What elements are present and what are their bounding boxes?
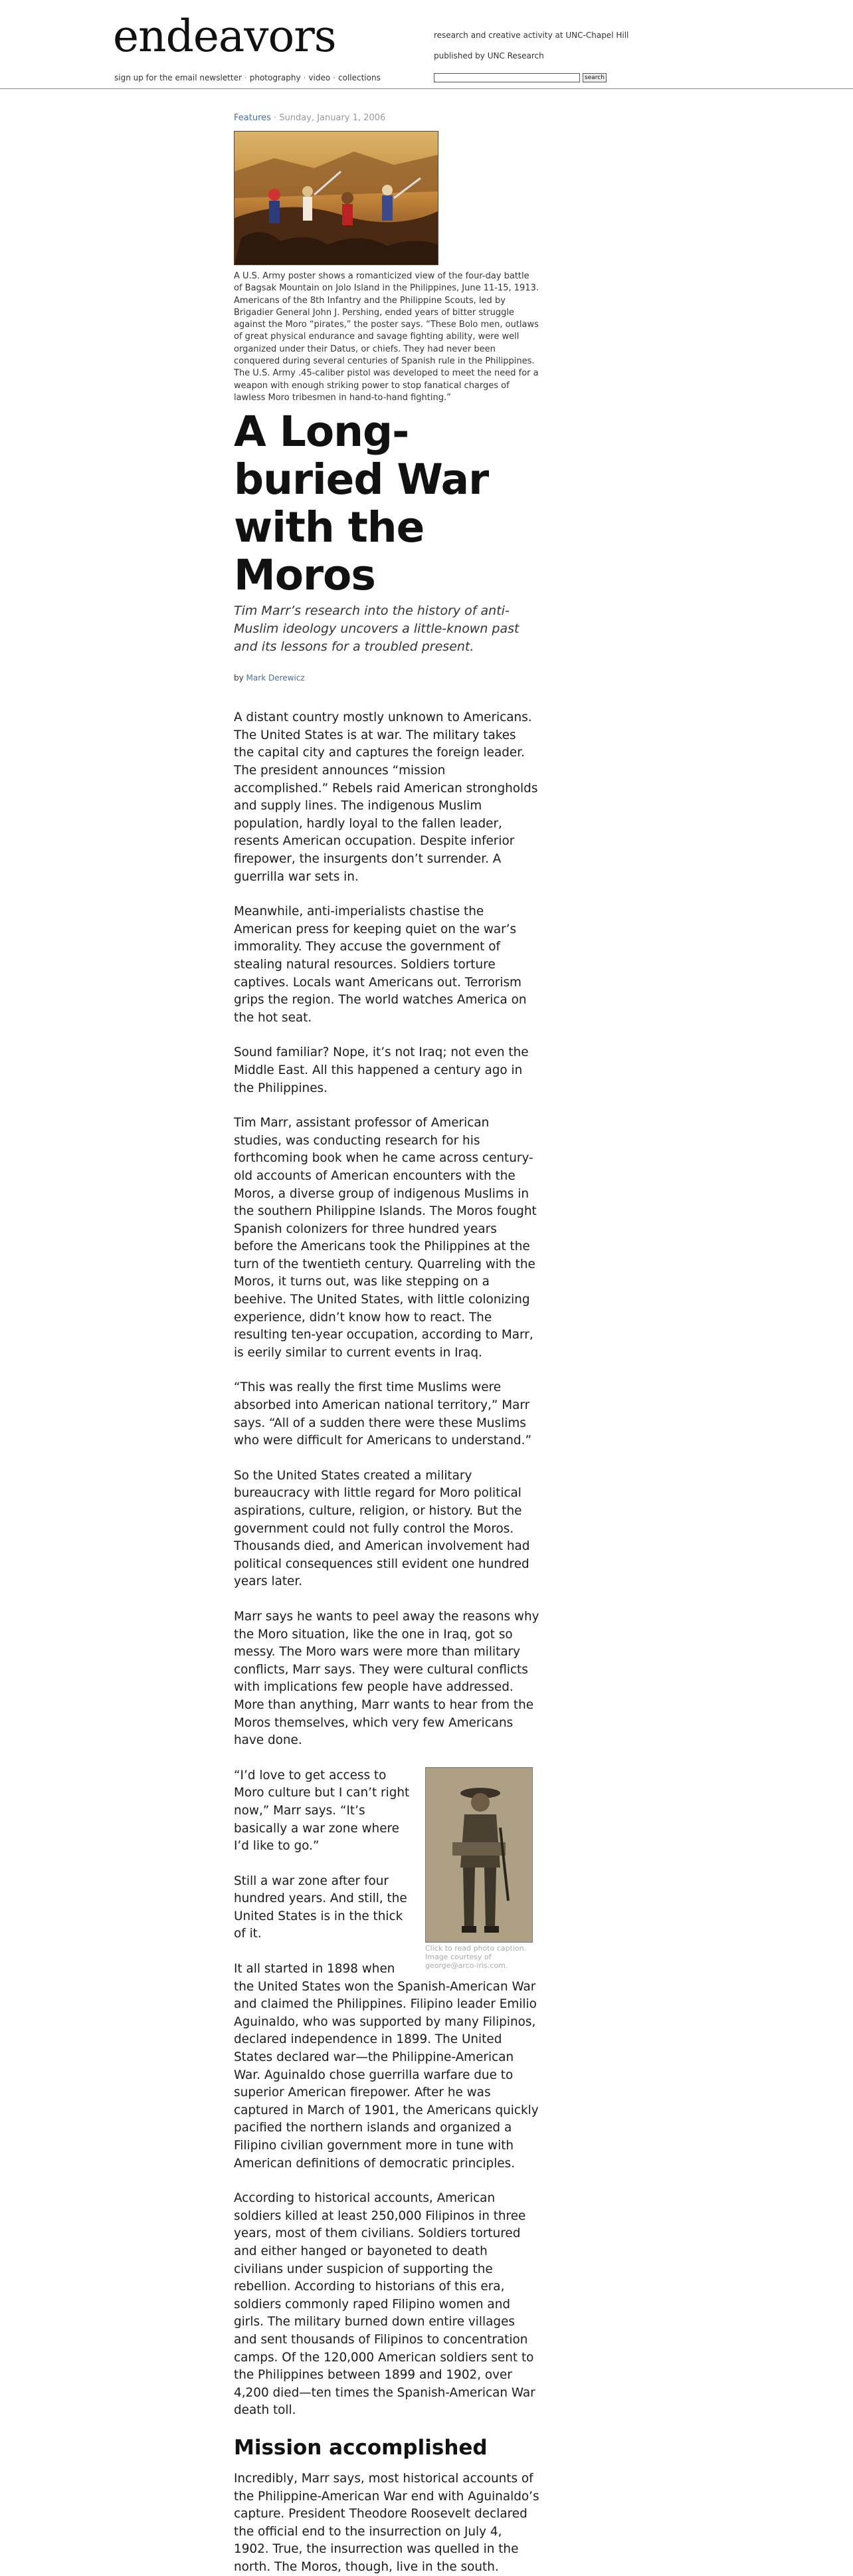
body-paragraph: A distant country mostly unknown to Americans. The United States is at war. The military takes the capital city and captures the foreign leader. The president announces “mission accomplished.” Rebels raid American strongholds and supply lines. The indigenous Muslim population, hardly loyal to the fallen leader, resents American occupation. Despite inferior firepower, the insurgents don’t surrender. A guerrilla war sets in. (234, 710, 538, 884)
article-body (234, 709, 539, 2576)
body-paragraph: Meanwhile, anti-imperialists chastise the American press for keeping quiet on the war’s immorality. They accuse the government of stealing natural resources. Soldiers torture captives. Locals want Americans out. Terrorism grips the region. The world watches America on the hot seat. (234, 905, 527, 1025)
body-paragraph: Marr says he wants to peel away the reasons why the Moro situation, like the one in Iraq, got so messy. The Moro wars were more than military conflicts, Marr says. They were cultural conflicts with implications few people have addressed. More than anything, Marr wants to hear from the Moros themselves, which very few Americans have done. (234, 1609, 539, 1748)
soldier-photo-caption[interactable]: Click to read photo caption. Image courtesy of george@arco-iris.com. (425, 1943, 527, 1970)
nav-collections-link[interactable]: collections (338, 73, 381, 82)
body-paragraph: “I’d love to get access to Moro culture but I can’t right now,” Marr says. “It’s basically a war zone where I’d like to go.” (234, 1768, 410, 1854)
body-paragraph: “This was really the first time Muslims were absorbed into American national territory,” Marr says. “All of a sudden there were these Muslims who were difficult for Americans to understand.” (234, 1380, 531, 1448)
body-paragraph: Sound familiar? Nope, it’s not Iraq; not even the Middle East. All this happened a century ago in the Philippines. (234, 1045, 529, 1095)
site-header (0, 0, 853, 89)
search-button[interactable]: search (583, 73, 607, 82)
photo-caption: A U.S. Army poster shows a romanticized view of the four-day battle of Bagsak Mountain on Jolo Island in the Philippines, June 11-15, 1913. Americans of the 8th Infantry and the Philippine Scouts, led by Brigadier General John J. Pershing, ended years of bitter struggle against the Moro “pirates,” the poster says. “These Bolo men, outlaws of great physical endurance and savage fighting ability, were well organized under their Datus, or chiefs. They had never been conquered during several centuries of Spanish rule in the Philippines. The U.S. Army .45-caliber pistol was developed to meet the need for a weapon with enough striking power to stop fanatical charges of lawless Moro tribesmen in hand-to-hand fighting.” (234, 271, 539, 403)
site-logo[interactable]: endeavors (113, 11, 336, 62)
tagline: research and creative activity at UNC-Chapel Hill (434, 31, 629, 40)
article-deck: Tim Marr’s research into the history of anti-Muslim ideology uncovers a little-known past and its lessons for a troubled present. (234, 603, 520, 655)
body-paragraph: It all started in 1898 when the United States won the Spanish-American War and claimed the Philippines. Filipino leader Emilio Aguinaldo, who was supported by many Filipinos, declared independence in 1899. The United States declared war—the Philippine-American War. Aguinaldo chose guerrilla warfare due to superior American firepower. After he was captured in March of 1901, the Americans quickly pacified the northern islands and organized a Filipino civilian government more in tune with American definitions of democratic principles. (234, 1962, 539, 2171)
soldier-photo[interactable] (425, 1767, 533, 1970)
body-paragraph: Incredibly, Marr says, most historical accounts of the Philippine-American War end with Aguinaldo’s capture. President Theodore Roosevelt declared the official end to the insurrection on July 4, 1902. True, the insurrection was quelled in the north. The Moros, though, live in the south. (234, 2471, 539, 2574)
section-subhead: Mission accomplished (234, 2435, 488, 2460)
body-paragraph: Tim Marr, assistant professor of American studies, was conducting research for his forthcoming book when he came across century-old accounts of American encounters with the Moros, a diverse group of indigenous Muslims in the southern Philippine Islands. The Moros fought Spanish colonizers for three hundred years before the Americans took the Philippines at the turn of the twentieth century. Quarreling with the Moros, it turns out, was like stepping on a beehive. The United States, with little colonizing experience, didn’t know how to react. The resulting ten-year occupation, according to Marr, is eerily similar to current events in Iraq. (234, 1116, 537, 1360)
nav-video-link[interactable]: video (308, 73, 331, 82)
article-title: A Long-buried War with the Moros (234, 407, 489, 600)
body-paragraph: Still a war zone after four hundred years. And still, the United States is in the thick of it. (234, 1874, 407, 1941)
body-paragraph: So the United States created a military bureaucracy with little regard for Moro political aspirations, culture, religion, or history. But the government could not fully control the Moros. Thousands died, and American involvement had political consequences still evident one hundred years later. (234, 1468, 530, 1589)
sub-navigation: sign up for the email newsletter · photography · video · collections (114, 73, 381, 82)
section-link[interactable]: Features (234, 113, 271, 123)
byline: by Mark Derewicz (234, 673, 305, 683)
body-paragraph: According to historical accounts, American soldiers killed at least 250,000 Filipinos in three years, most of them civilians. Soldiers tortured and either hanged or bayoneted to death civilians under suspicion of supporting the rebellion. According to historians of this era, soldiers commonly raped Filipino women and girls. The military burned down entire villages and sent thousands of Filipinos to concentration camps. Of the 120,000 American soldiers sent to the Philippines between 1899 and 1902, over 4,200 died—ten times the Spanish-American War death toll. (234, 2191, 535, 2418)
nav-photography-link[interactable]: photography (249, 73, 301, 82)
search-input[interactable] (434, 73, 580, 82)
battle-poster-image (234, 131, 438, 265)
soldier-photo-illustration (426, 1768, 532, 1942)
publish-date: Sunday, January 1, 2006 (279, 113, 386, 123)
article-column (234, 110, 539, 2576)
publisher-line[interactable]: published by UNC Research (434, 51, 544, 60)
author-link[interactable]: Mark Derewicz (246, 673, 305, 683)
nav-newsletter-link[interactable]: sign up for the email newsletter (114, 73, 242, 82)
photo-float-section (234, 1767, 539, 2420)
battle-poster-illustration (235, 132, 438, 265)
soldier-photo-image[interactable] (425, 1767, 533, 1943)
article-meta: Features · Sunday, January 1, 2006 (234, 113, 386, 123)
